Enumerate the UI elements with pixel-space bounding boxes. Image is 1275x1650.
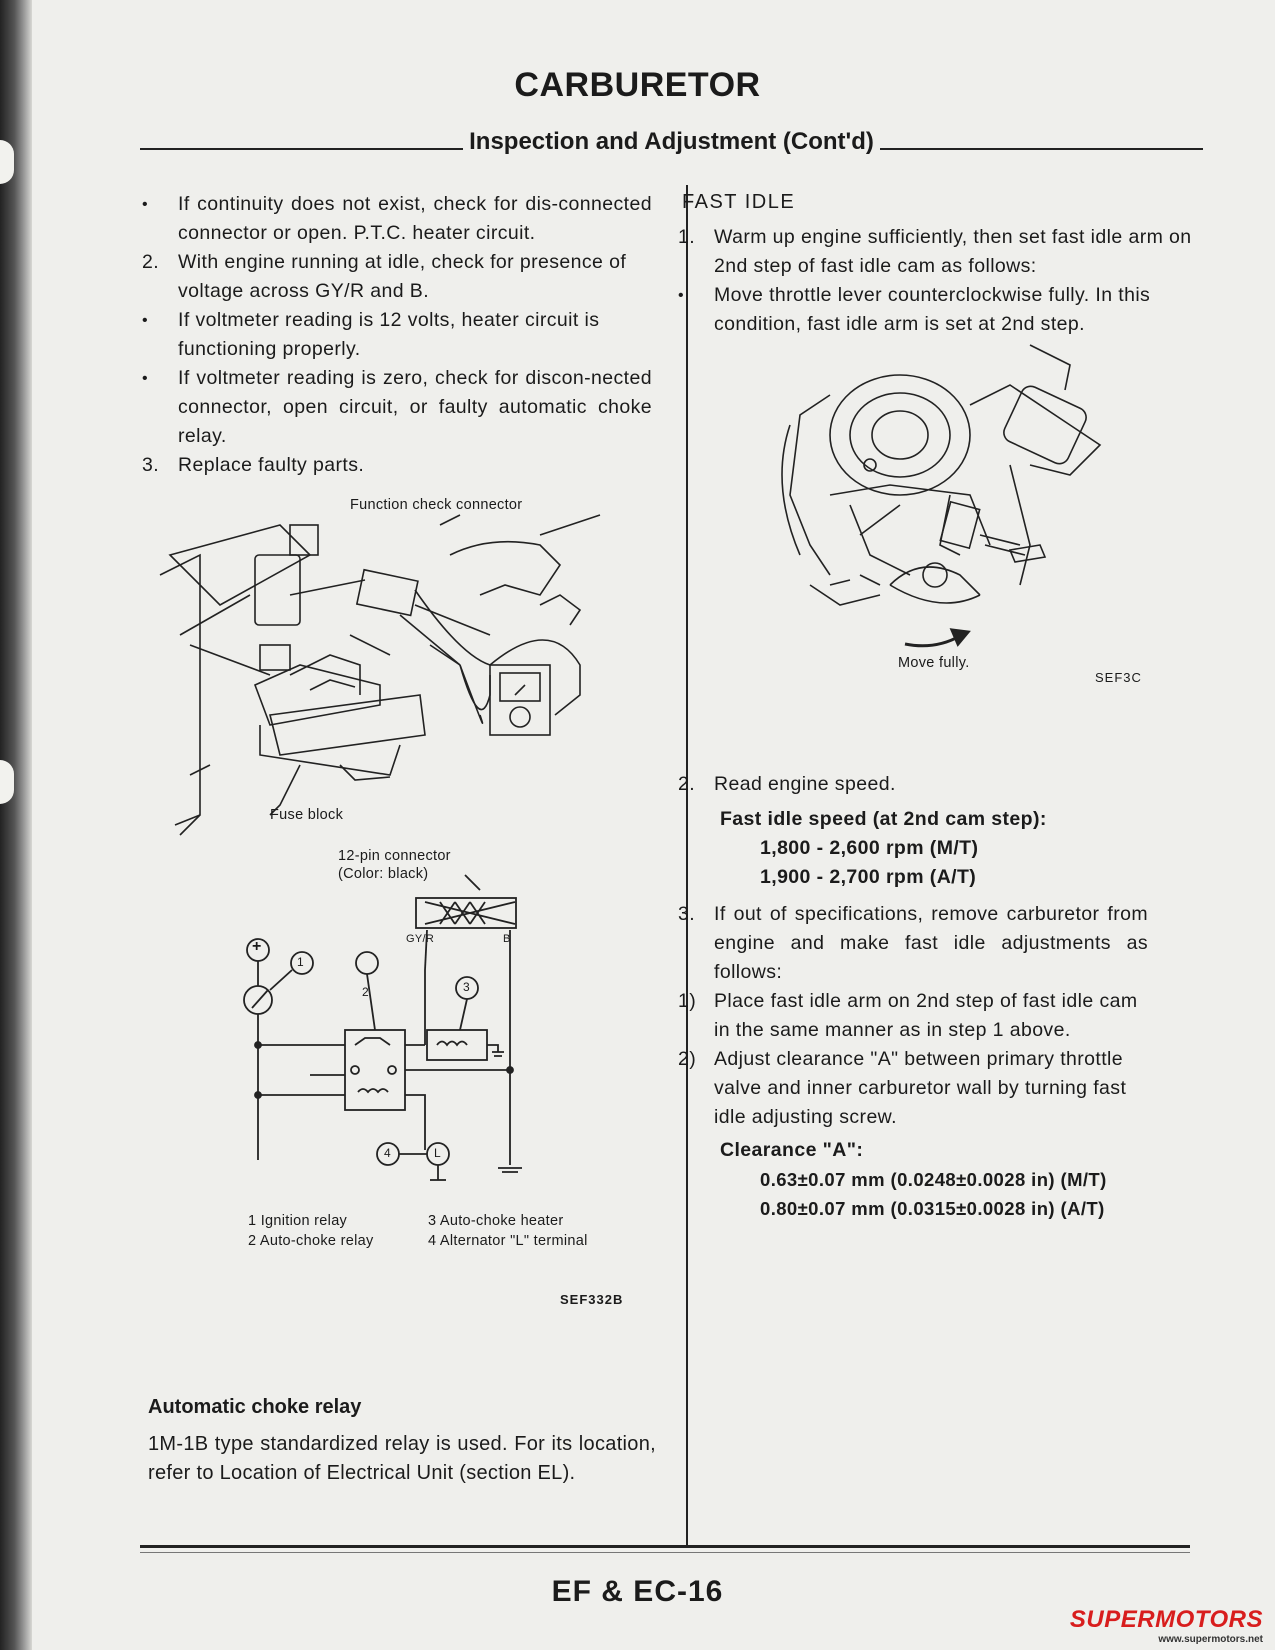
lamp-symbol: L bbox=[434, 1146, 441, 1160]
list-item: 1) Place fast idle arm on 2nd step of fast idle cam in the same manner as in step 1 above. bbox=[678, 990, 1138, 1041]
list-item: • Move throttle lever counterclockwise fully. In this condition, fast idle arm is set at 2nd step. bbox=[678, 284, 1151, 335]
bottom-rule-thin bbox=[140, 1552, 1190, 1553]
pin-b: B bbox=[503, 933, 511, 945]
relay-heading: Automatic choke relay bbox=[148, 1396, 362, 1418]
pin-gyr: GY/R bbox=[406, 933, 435, 945]
bottom-rule bbox=[140, 1545, 1190, 1548]
figure-caption: Move fully. bbox=[898, 655, 970, 671]
clearance-at: 0.80±0.07 mm (0.0315±0.0028 in) (A/T) bbox=[760, 1198, 1105, 1219]
legend-item: 4 Alternator "L" terminal bbox=[428, 1233, 588, 1249]
callout-2: 2 bbox=[362, 985, 369, 999]
list-item: • If continuity does not exist, check for dis-connected connector or open. P.T.C. heater circuit. bbox=[142, 193, 652, 244]
rotation-arrow bbox=[900, 622, 980, 652]
callout-function-check-connector: Function check connector bbox=[350, 497, 523, 513]
list-item: 3. Replace faulty parts. bbox=[142, 454, 365, 476]
figure-code: SEF332B bbox=[560, 1292, 624, 1307]
page-title: CARBURETOR bbox=[514, 66, 761, 104]
list-item: 1. Warm up engine sufficiently, then set fast idle arm on 2nd step of fast idle cam as follows: bbox=[678, 226, 1192, 277]
page-number: EF & EC-16 bbox=[551, 1575, 724, 1608]
battery-plus: + bbox=[252, 938, 262, 955]
binding-edge bbox=[0, 0, 32, 1650]
carburetor-illustration bbox=[770, 345, 1130, 645]
relay-paragraph: 1M-1B type standardized relay is used. For its location, refer to Location of Electrical Unit (section EL). bbox=[148, 1433, 656, 1484]
subtitle-text: Inspection and Adjustment (Cont'd) bbox=[469, 128, 874, 155]
list-item: 2. Read engine speed. bbox=[678, 773, 896, 795]
connector-pins bbox=[425, 902, 515, 924]
callout-fuse-block: Fuse block bbox=[270, 807, 344, 823]
callout-3: 3 bbox=[463, 980, 470, 994]
fast-idle-spec-mt: 1,800 - 2,600 rpm (M/T) bbox=[760, 837, 979, 859]
list-item: • If voltmeter reading is 12 volts, heater circuit is functioning properly. bbox=[142, 309, 600, 360]
callout-4: 4 bbox=[384, 1146, 391, 1160]
clearance-title: Clearance "A": bbox=[720, 1139, 864, 1161]
figure-code: SEF3C bbox=[1095, 670, 1142, 685]
legend-item: 1 Ignition relay bbox=[248, 1213, 348, 1229]
logo-brand: SUPERMOTORS bbox=[1069, 1606, 1263, 1633]
list-item: 2. With engine running at idle, check for presence of voltage across GY/R and B. bbox=[142, 251, 627, 302]
left-column bbox=[142, 190, 652, 480]
fast-idle-spec-title: Fast idle speed (at 2nd cam step): bbox=[720, 808, 1047, 830]
connector-label: 12-pin connector bbox=[338, 848, 451, 864]
wiring-schematic bbox=[230, 870, 560, 1180]
logo-url: www.supermotors.net bbox=[1158, 1634, 1263, 1645]
callout-1: 1 bbox=[297, 955, 304, 969]
fast-idle-heading: FAST IDLE bbox=[682, 191, 796, 213]
fuse-block-illustration bbox=[160, 515, 620, 845]
list-item: • If voltmeter reading is zero, check for discon-nected connector, open circuit, or faulty automatic choke relay. bbox=[142, 367, 652, 447]
right-column bbox=[678, 188, 1212, 339]
fast-idle-spec-at: 1,900 - 2,700 rpm (A/T) bbox=[760, 866, 977, 888]
list-item: 3. If out of specifications, remove carburetor from engine and make fast idle adjustments as follows: bbox=[678, 903, 1148, 983]
legend-item: 2 Auto-choke relay bbox=[248, 1233, 374, 1249]
right-steps bbox=[678, 770, 1148, 1223]
legend-item: 3 Auto-choke heater bbox=[428, 1213, 564, 1229]
section-subtitle bbox=[140, 128, 1203, 156]
clearance-mt: 0.63±0.07 mm (0.0248±0.0028 in) (M/T) bbox=[760, 1169, 1107, 1190]
connector-color-label: (Color: black) bbox=[338, 866, 429, 882]
watermark-logo bbox=[1070, 1606, 1263, 1645]
list-item: 2) Adjust clearance "A" between primary throttle valve and inner carburetor wall by turning fast idle adjusting screw. bbox=[678, 1048, 1127, 1128]
